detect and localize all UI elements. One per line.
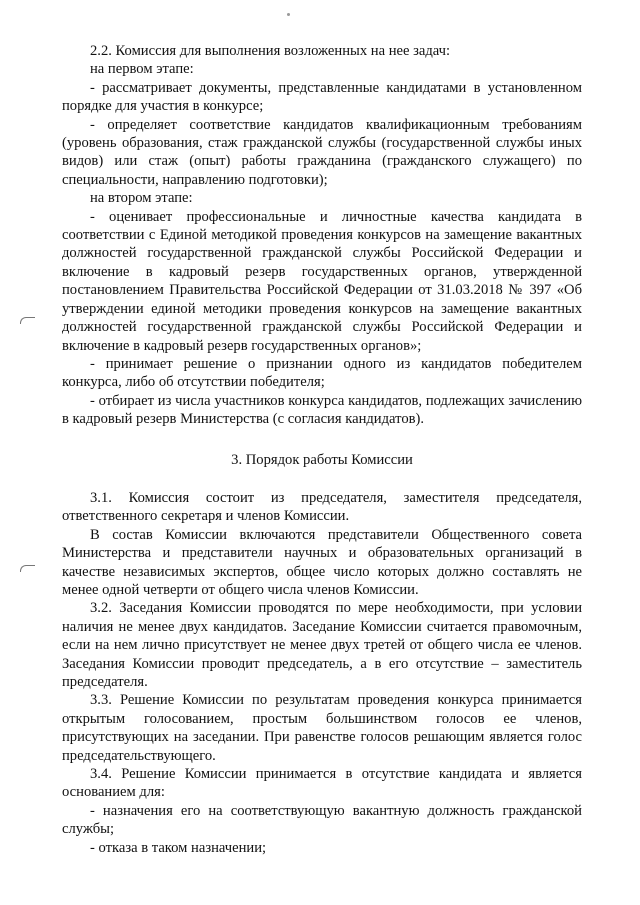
scan-speck — [287, 13, 290, 16]
paragraph-qualification: - определяет соответствие кандидатов квалификационным требованиям (уровень образования, стаж гражданской службы (государственной службы иных видов) или стаж (опыт) работы гражданина (гражданского служащего) по специальности, направлению подготовки); — [62, 116, 582, 188]
paragraph-2-2: 2.2. Комиссия для выполнения возложенных на нее задач: — [90, 43, 451, 59]
paragraph-3-1: 3.1. Комиссия состоит из председателя, заместителя председателя, ответственного секретаря и членов Комиссии. — [62, 489, 582, 525]
paragraph-winner-decision: - принимает решение о признании одного из кандидатов победителем конкурса, либо об отсутствии победителя; — [62, 355, 582, 391]
paragraph-second-stage: на втором этапе: — [90, 190, 193, 207]
paragraph-3-4: 3.4. Решение Комиссии принимается в отсутствие кандидата и является основанием для: — [62, 766, 582, 801]
paragraph-reserve-selection: - отбирает из числа участников конкурса кандидатов, подлежащих зачислению в кадровый резерв Министерства (с согласия кандидатов). — [62, 392, 582, 428]
paragraph-3-3: 3.3. Решение Комиссии по результатам проведения конкурса принимается открытым голосованием, простым большинством голосов ее членов, присутствующих на заседании. При равенстве голосов решающим является голос председательствующего. — [62, 692, 582, 764]
paragraph-3-2: 3.2. Заседания Комиссии проводятся по мере необходимости, при условии наличия не менее двух кандидатов. Заседание Комиссии считается правомочным, если на нем лично присутствует не менее двух третей от общего числа ее членов. Заседания Комиссии проводит председатель, а в его отсутствие – заместитель председателя. — [62, 600, 582, 690]
paragraph-evaluation: - оценивает профессиональные и личностные качества кандидата в соответствии с Единой методикой проведения конкурсов на замещение вакантных должностей государственной гражданской службы Российской Федерации и включение в кадровый резерв государственных органов, утвержденной постановлением Правительства Российской Федерации от 31.03.2018 № 397 «Об утверждении единой методики проведения конкурсов на замещение вакантных должностей государственной гражданской службы Российской Федерации и включение в кадровый резерв государственных органов»; — [62, 208, 582, 354]
paragraph-refusal: - отказа в таком назначении; — [90, 839, 267, 856]
paragraph-composition: В состав Комиссии включаются представители Общественного совета Министерства и представители научных и образовательных организаций в качестве независимых экспертов, общее число которых должно составлять не менее одной четверти от общего числа членов Комиссии. — [62, 526, 582, 598]
paragraph-appointment: - назначения его на соответствующую вакантную должность гражданской службы; — [62, 802, 582, 838]
scan-margin-mark — [20, 317, 35, 324]
scan-margin-mark — [20, 565, 35, 572]
paragraph-review-documents: - рассматривает документы, представленные кандидатами в установленном порядке для участия в конкурсе; — [62, 79, 582, 115]
paragraph-first-stage: на первом этапе: — [90, 61, 194, 78]
document-body — [62, 42, 582, 857]
section-heading: 3. Порядок работы Комиссии — [231, 451, 413, 468]
